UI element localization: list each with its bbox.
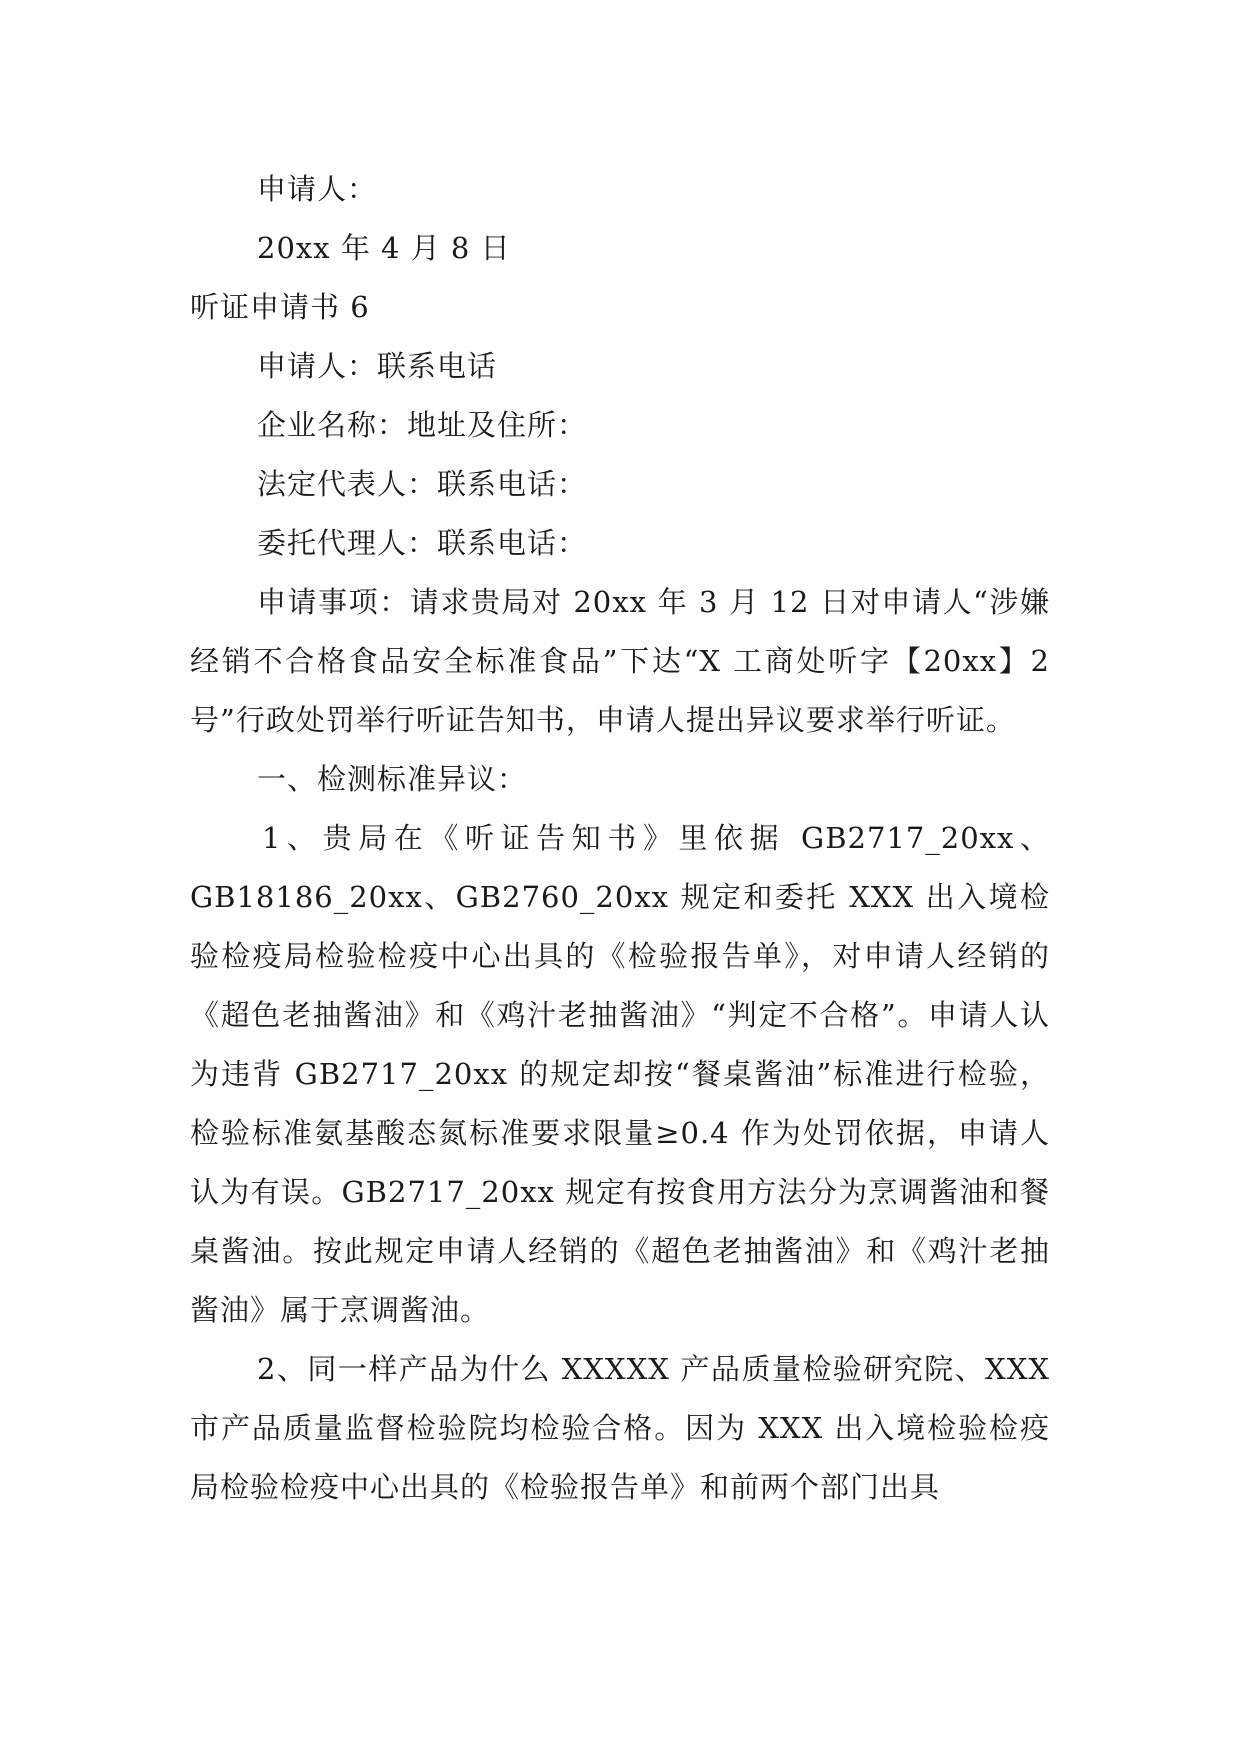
request-paragraph: 申请事项：请求贵局对 20xx 年 3 月 12 日对申请人“涉嫌经销不合格食品安全标准食品”下达“X 工商处听字【20xx】2 号”行政处罚举行听证告知书，申请人提出异议要求举行听证。 (190, 585, 1050, 737)
section-heading-standards: 一、检测标准异议： (257, 762, 528, 796)
document-title: 听证申请书 6 (190, 290, 370, 324)
legal-representative-line: 法定代表人：联系电话： (257, 467, 588, 501)
document-page (190, 160, 1050, 1517)
applicant-label: 申请人： (257, 172, 378, 206)
objection-item-1: 1、贵局在《听证告知书》里依据 GB2717_20xx、GB18186_20xx、GB2760_20xx 规定和委托 XXX 出入境检验检疫局检验检疫中心出具的《检验报告单》，对申请人经销的《超色老抽酱油》和《鸡汁老抽酱油》“判定不合格”。申请人认为违背 GB2717_20xx 的规定却按“餐桌酱油”标准进行检验，检验标准氨基酸态氮标准要求限量≥0.4 作为处罚依据，申请人认为有误。GB2717_20xx 规定有按食用方法分为烹调酱油和餐桌酱油。按此规定申请人经销的《超色老抽酱油》和《鸡汁老抽酱油》属于烹调酱油。 (190, 821, 1050, 1327)
objection-item-2: 2、同一样产品为什么 XXXXX 产品质量检验研究院、XXX 市产品质量监督检验院均检验合格。因为 XXX 出入境检验检疫局检验检疫中心出具的《检验报告单》和前两个部门出具 (190, 1352, 1050, 1504)
applicant-contact-line: 申请人：联系电话 (257, 349, 498, 383)
signature-date: 20xx 年 4 月 8 日 (257, 231, 511, 265)
company-line: 企业名称：地址及住所： (257, 408, 588, 442)
agent-line: 委托代理人：联系电话： (257, 526, 588, 560)
